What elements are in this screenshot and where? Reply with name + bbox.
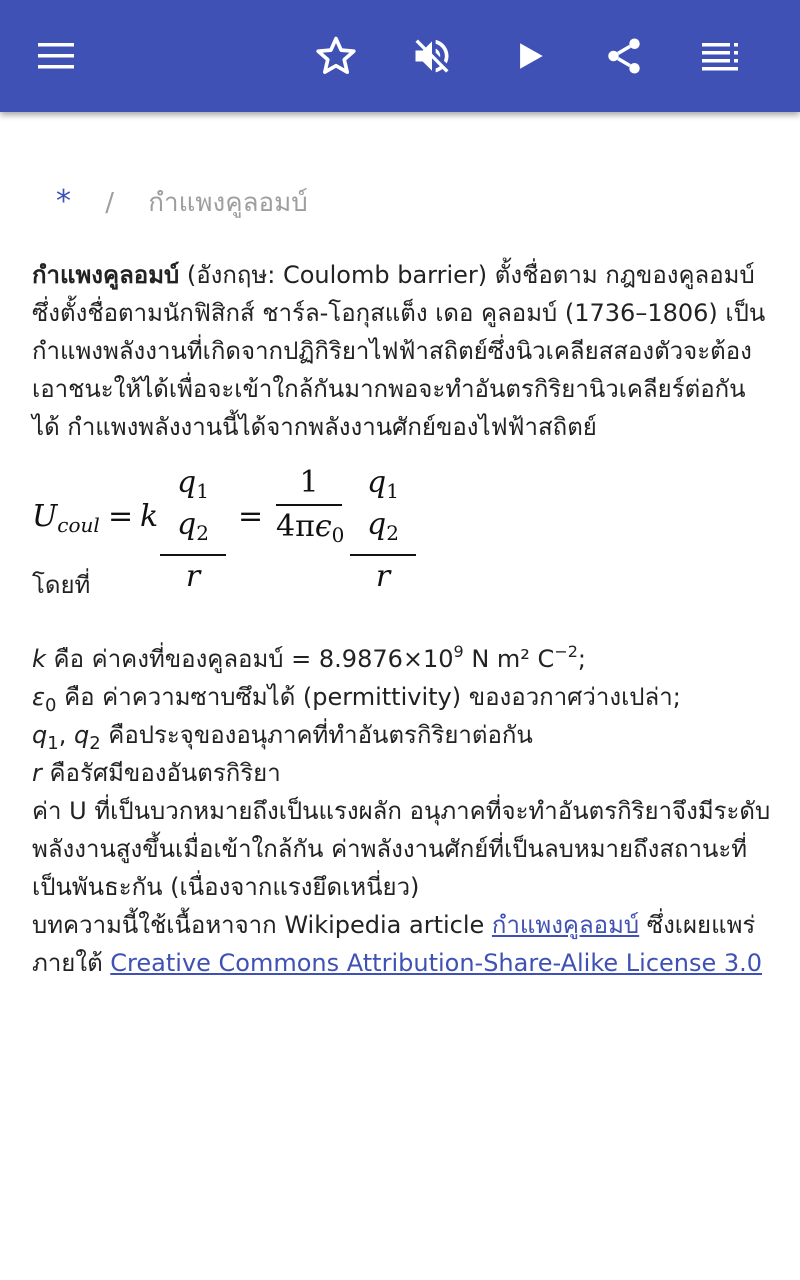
breadcrumb-separator: / — [105, 188, 115, 218]
definitions — [32, 640, 772, 906]
formula-eps-sub: 0 — [331, 523, 345, 547]
article-term: กำแพงคูลอมบ์ — [32, 261, 180, 289]
app-toolbar — [0, 0, 800, 112]
share-icon — [603, 35, 645, 77]
formula-u: U — [32, 499, 58, 534]
article-source-link[interactable]: กำแพงคูลอมบ์ — [491, 911, 640, 939]
formula-frac-1 — [160, 466, 226, 594]
def-k: k คือ ค่าคงที่ของคูลอมบ์ = $8.9876\times 10^9$ N m² $C^{-2}$; — [32, 642, 587, 673]
play-icon — [513, 39, 547, 73]
formula-k: k — [140, 499, 159, 534]
article-body — [32, 256, 772, 982]
intro-paragraph — [32, 256, 772, 446]
play-button[interactable] — [502, 28, 558, 84]
intro-text: (อังกฤษ: Coulomb barrier) ตั้งชื่อตาม กฎของคูลอมบ์ ซึ่งตั้งชื่อตามนักฟิสิกส์ ชาร์ล-โอกุสแต็ง เดอ คูลอมบ์ (1736–1806) เป็นกำแพงพลังงานที่เกิดจากปฏิกิริยาไฟฟ้าสถิตย์ซึ่งนิวเคลียสสองตัวจะต้องเอาชนะให้ได้เพื่อจะเข้าใกล้กันมากพอจะทำอันตรกิริยานิวเคลียร์ต่อกันได้ กำแพงพลังงานนี้ได้จากพลังงานศักย์ของไฟฟ้าสถิตย์ — [32, 261, 766, 441]
formula-one: 1 — [299, 465, 319, 500]
menu-button[interactable] — [28, 28, 84, 84]
toc-button[interactable] — [692, 28, 748, 84]
breadcrumb-current: กำแพงคูลอมบ์ — [148, 188, 308, 218]
formula-q1: q — [177, 465, 197, 500]
menu-icon — [36, 41, 76, 71]
formula-eps: ϵ — [314, 509, 332, 544]
formula-frac-2 — [276, 465, 345, 552]
formula-q2-sub: 2 — [196, 521, 209, 545]
breadcrumb — [56, 182, 308, 223]
attribution-footer: บทความนี้ใช้เนื้อหาจาก Wikipedia article กำแพงคูลอมบ์ ซึ่งเผยแพร่ภายใต้ Creative Commons Attribution-Share-Alike License 3.0 — [32, 911, 763, 977]
mute-button[interactable] — [404, 28, 460, 84]
formula-q2: q — [177, 507, 197, 542]
formula-r: r — [185, 559, 201, 594]
def-u: ค่า U ที่เป็นบวกหมายถึงเป็นแรงผลัก อนุภาคที่จะทำอันตรกิริยาจึงมีระดับพลังงานสูงขึ้นเมื่อเข้าใกล้กัน ค่าพลังงานศักย์ที่เป็นลบหมายถึงสถานะที่เป็นพันธะกัน (เนื่องจากแรงยึดเหนี่ยว) — [32, 797, 771, 901]
formula-u-sub: coul — [57, 513, 100, 537]
share-button[interactable] — [596, 28, 652, 84]
def-r: r คือรัศมีของอันตรกิริยา — [32, 759, 281, 787]
def-epsilon: $\varepsilon_0$ คือ ค่าความซาบซึมได้ (permittivity) ของอวกาศว่างเปล่า; — [32, 683, 681, 716]
formula-eq-1: = — [108, 499, 134, 534]
formula-eq-2: = — [238, 499, 264, 534]
breadcrumb-home[interactable]: * — [56, 184, 71, 219]
favorite-button[interactable] — [308, 28, 364, 84]
list-icon — [700, 41, 740, 71]
formula-q1-sub: 1 — [196, 479, 209, 503]
formula-four-pi: 4π — [276, 509, 315, 544]
volume-off-icon — [410, 34, 454, 78]
where-label: โดยที่ — [32, 571, 91, 599]
star-icon — [314, 34, 358, 78]
formula-frac-3: $q_1$ $q_2$ r — [350, 466, 416, 594]
license-link[interactable]: Creative Commons Attribution-Share-Alike License 3.0 — [110, 949, 763, 977]
def-q: $q_1$, $q_2$ คือประจุของอนุภาคที่ทำอันตรกิริยาต่อกัน — [32, 721, 533, 754]
